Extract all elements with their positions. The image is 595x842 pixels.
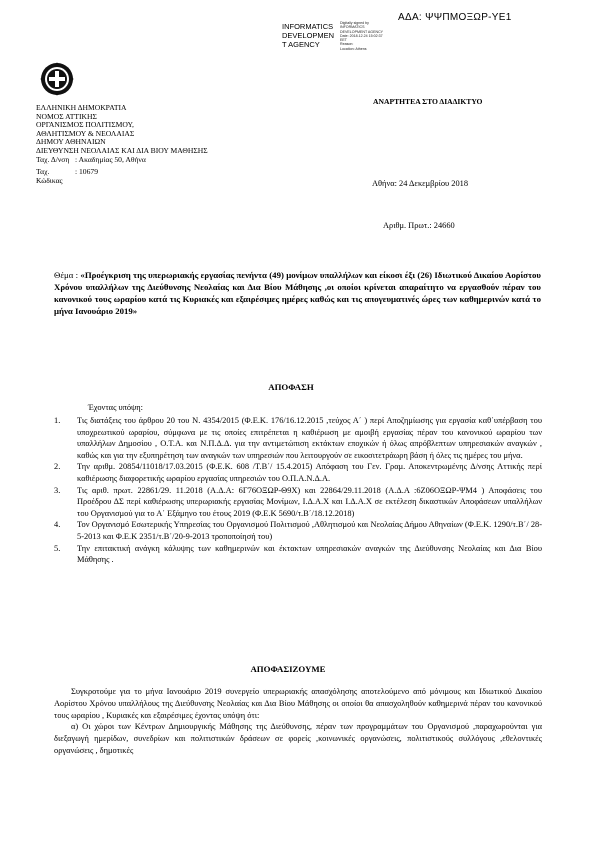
- stamp-line: T AGENCY: [282, 40, 320, 49]
- item-number: 2.: [54, 462, 61, 472]
- body-paragraph-text: Συγκροτούμε για το μήνα Ιανουάριο 2019 συνεργείο υπερωριακής απασχόλησης αποτελούμενο από μόνιμους και Ιδιωτικού Δικαίου Αορίστου Χρόνου υπαλλήλους της Διεύθυνσης Νεολαίας και Δια Βίου Μάθησης οι οποίοι θα απασχοληθούν καθημερινά πέραν του κανονικού τους ωραρίου , Κυριακές και εξαιρέσιμες έχοντας υπόψη ότι:: [54, 687, 542, 720]
- list-item: [54, 543, 542, 566]
- item-text: Τις αριθ. πρωτ. 22861/29. 11.2018 (Α.Δ.Α: 6Γ76ΟΞΩΡ-Θ9Χ) και 22864/29.11.2018 (Α.Δ.Α :6Ζ06ΟΞΩΡ-ΨΜ4 ) Αποφάσεις του Προέδρου ΔΣ περί καθιέρωσης υπερωριακής εργασίας Μονίμων, Ι.Δ.Α.Χ και Ι.Δ.Α.Χ σε εκτέλεση δικαστικών Αποφάσεων υπαλλήλων του Οργανισμού για το Α΄ Εξάμηνο του έτους 2019 (Φ.Ε.Κ 5690/τ.Β΄/18.12.2018): [77, 485, 542, 518]
- subject-paragraph: [54, 269, 541, 317]
- header-line: ΔΗΜΟΥ ΑΘΗΝΑΙΩΝ: [36, 137, 106, 147]
- digital-signature-stamp: [282, 22, 334, 49]
- body-item-a-text: α) Οι χώροι των Κέντρων Δημιουργικής Μάθησης της Διεύθυνσης, πέραν των προγραμμάτων του Οργανισμού ,παραχωρούνται για διεξαγωγή ημερίδων, συνεδρίων και πολιτιστικών δράσεων σε φορείς ,κοινωνικές οργανώσεις, πολιτιστικούς συλλόγους ,εθελοντικές οργανώσεις , δημοτικές: [54, 722, 542, 755]
- signature-detail-line: DEVELOPMENT AGENCY: [340, 29, 384, 34]
- body-paragraph: [54, 686, 542, 721]
- stamp-line: DEVELOPMEN: [282, 31, 335, 40]
- signature-detail-line: INFORMATICS: [340, 25, 365, 30]
- protocol-number: Αριθμ. Πρωτ.: 24660: [383, 221, 455, 230]
- considerations-list: [54, 415, 542, 566]
- header-line: ΑΘΛΗΤΙΣΜΟΥ & ΝΕΟΛΑΙΑΣ: [36, 128, 135, 138]
- considerations-intro: Έχοντας υπόψη:: [88, 403, 143, 412]
- address-row: [36, 156, 208, 165]
- list-item: [54, 485, 542, 520]
- item-text: Την επιτακτική ανάγκη κάλυψης των καθημερινών και έκτακτων υπηρεσιακών αναγκών της Διεύθυνσης Νεολαίας και Δια Βίου Μάθησης .: [77, 543, 542, 565]
- list-item: [54, 519, 542, 542]
- decision-heading: ΑΠΟΦΑΣΗ: [268, 382, 314, 392]
- signature-detail-line: EET: [340, 38, 347, 43]
- decide-heading: ΑΠΟΦΑΣΙΖΟΥΜΕ: [250, 664, 326, 674]
- signature-details: [340, 21, 383, 51]
- stamp-line: INFORMATICS: [282, 22, 334, 31]
- item-number: 1.: [54, 416, 61, 425]
- signature-detail-line: Reason:: [340, 42, 354, 47]
- item-text: Τις διατάξεις του άρθρου 20 του Ν. 4354/2015 (Φ.Ε.Κ. 176/16.12.2015 ,τεύχος Α΄ ) περί Αποζημίωσης για εργασία καθ΄υπέρβαση του υποχρεωτικού ωραρίου, σύμφωνα με τις οποίες επιτρέπεται η καθιέρωση με αμοιβή εργασίας πέραν του κανονικού ωραρίου των υπαλλήλων Δημοσίου , Ο.Τ.Α. και Ν.Π.Δ.Δ. για την αντιμετώπιση εκτάκτων εποχικών ή όλως απρόβλεπτων υπηρεσιακών αναγκών , καθώς και για την εξυπηρέτηση των αναγκών των υπηρεσιών που λειτουργούν σε εικοσιτετράωρη βάση ή όλες τις ημέρες του μήνα.: [77, 416, 542, 460]
- publish-online-note: ΑΝΑΡΤΗΤΕΑ ΣΤΟ ΔΙΑΔΙΚΤΥΟ: [373, 97, 483, 106]
- header-line: ΝΟΜΟΣ ΑΤΤΙΚΗΣ: [36, 111, 97, 121]
- zip-row: [36, 168, 208, 185]
- ada-code: ΑΔΑ: ΨΨΠΜΟΞΩΡ-ΥΕ1: [398, 12, 512, 23]
- list-item: [54, 461, 542, 484]
- zip-value: : 10679: [75, 167, 98, 177]
- item-number: 4.: [54, 520, 61, 530]
- item-number: 5.: [54, 543, 61, 553]
- subject-text: «Προέγκριση της υπερωριακής εργασίας πενήντα (49) μονίμων υπαλλήλων και είκοσι έξι (26) Ιδιωτικού Δικαίου Αορίστου Χρόνου υπαλλήλων της Διεύθυνσης Νεολαίας και Δια Βίου Μάθησης ,οι οποίοι κρίνεται απαραίτητο να εργασθούν πέραν του κανονικού τους ωραρίου κατά τις Κυριακές και εξαιρέσιμες ημέρες καθώς και τις απογευματινές ώρες των καθημερινών κατά το μήνα Ιανουάριο 2019»: [54, 270, 541, 316]
- subject-lead: Θέμα :: [54, 270, 81, 280]
- header-line: ΕΛΛΗΝΙΚΗ ΔΗΜΟΚΡΑΤΙΑ: [36, 103, 127, 112]
- item-text: Τον Οργανισμό Εσωτερικής Υπηρεσίας του Οργανισμού Πολιτισμού ,Αθλητισμού και Νεολαίας Δήμου Αθηναίων (Φ.Ε.Κ. 1290/τ.Β΄/ 28-5-2013 και Φ.Ε.Κ 2351/τ.Β΄/20-9-2013 τροποποίησή του): [77, 520, 542, 541]
- address-value: : Ακαδημίας 50, Αθήνα: [75, 154, 146, 164]
- zip-label: Ταχ. Κώδικας: [36, 167, 63, 185]
- decision-body: [54, 686, 542, 757]
- list-item: [54, 415, 542, 461]
- header-line: ΔΙΕΥΘΥΝΣΗ ΝΕΟΛΑΙΑΣ ΚΑΙ ΔΙΑ ΒΙΟΥ ΜΑΘΗΣΗΣ: [36, 145, 208, 155]
- signature-detail-line: Date: 2018.12.24 15:02:37: [340, 33, 383, 38]
- item-text: Την αριθμ. 20854/11018/17.03.2015 (Φ.Ε.Κ. 608 /Τ.Β΄/ 15.4.2015) Απόφαση του Γεν. Γραμ. Αποκεντρωμένης Δ/νσης Αττικής περί καθιέρωσης διαφορετικής ωραρίου εργασίας υπηρεσιών του Ο.Π.Α.Ν.Δ.Α.: [77, 462, 542, 483]
- signature-detail-line: Location: Athens: [340, 46, 367, 51]
- greek-emblem-icon: [40, 62, 74, 96]
- header-line: ΟΡΓΑΝΙΣΜΟΣ ΠΟΛΙΤΙΣΜΟΥ,: [36, 120, 134, 130]
- issuer-header: [36, 104, 208, 185]
- signature-detail-line: Digitally signed by: [340, 21, 369, 25]
- body-item-a: [54, 721, 542, 756]
- document-date: Αθήνα: 24 Δεκεμβρίου 2018: [372, 179, 469, 188]
- address-label: Ταχ. Δ/νση: [36, 154, 70, 164]
- item-number: 3.: [54, 485, 61, 495]
